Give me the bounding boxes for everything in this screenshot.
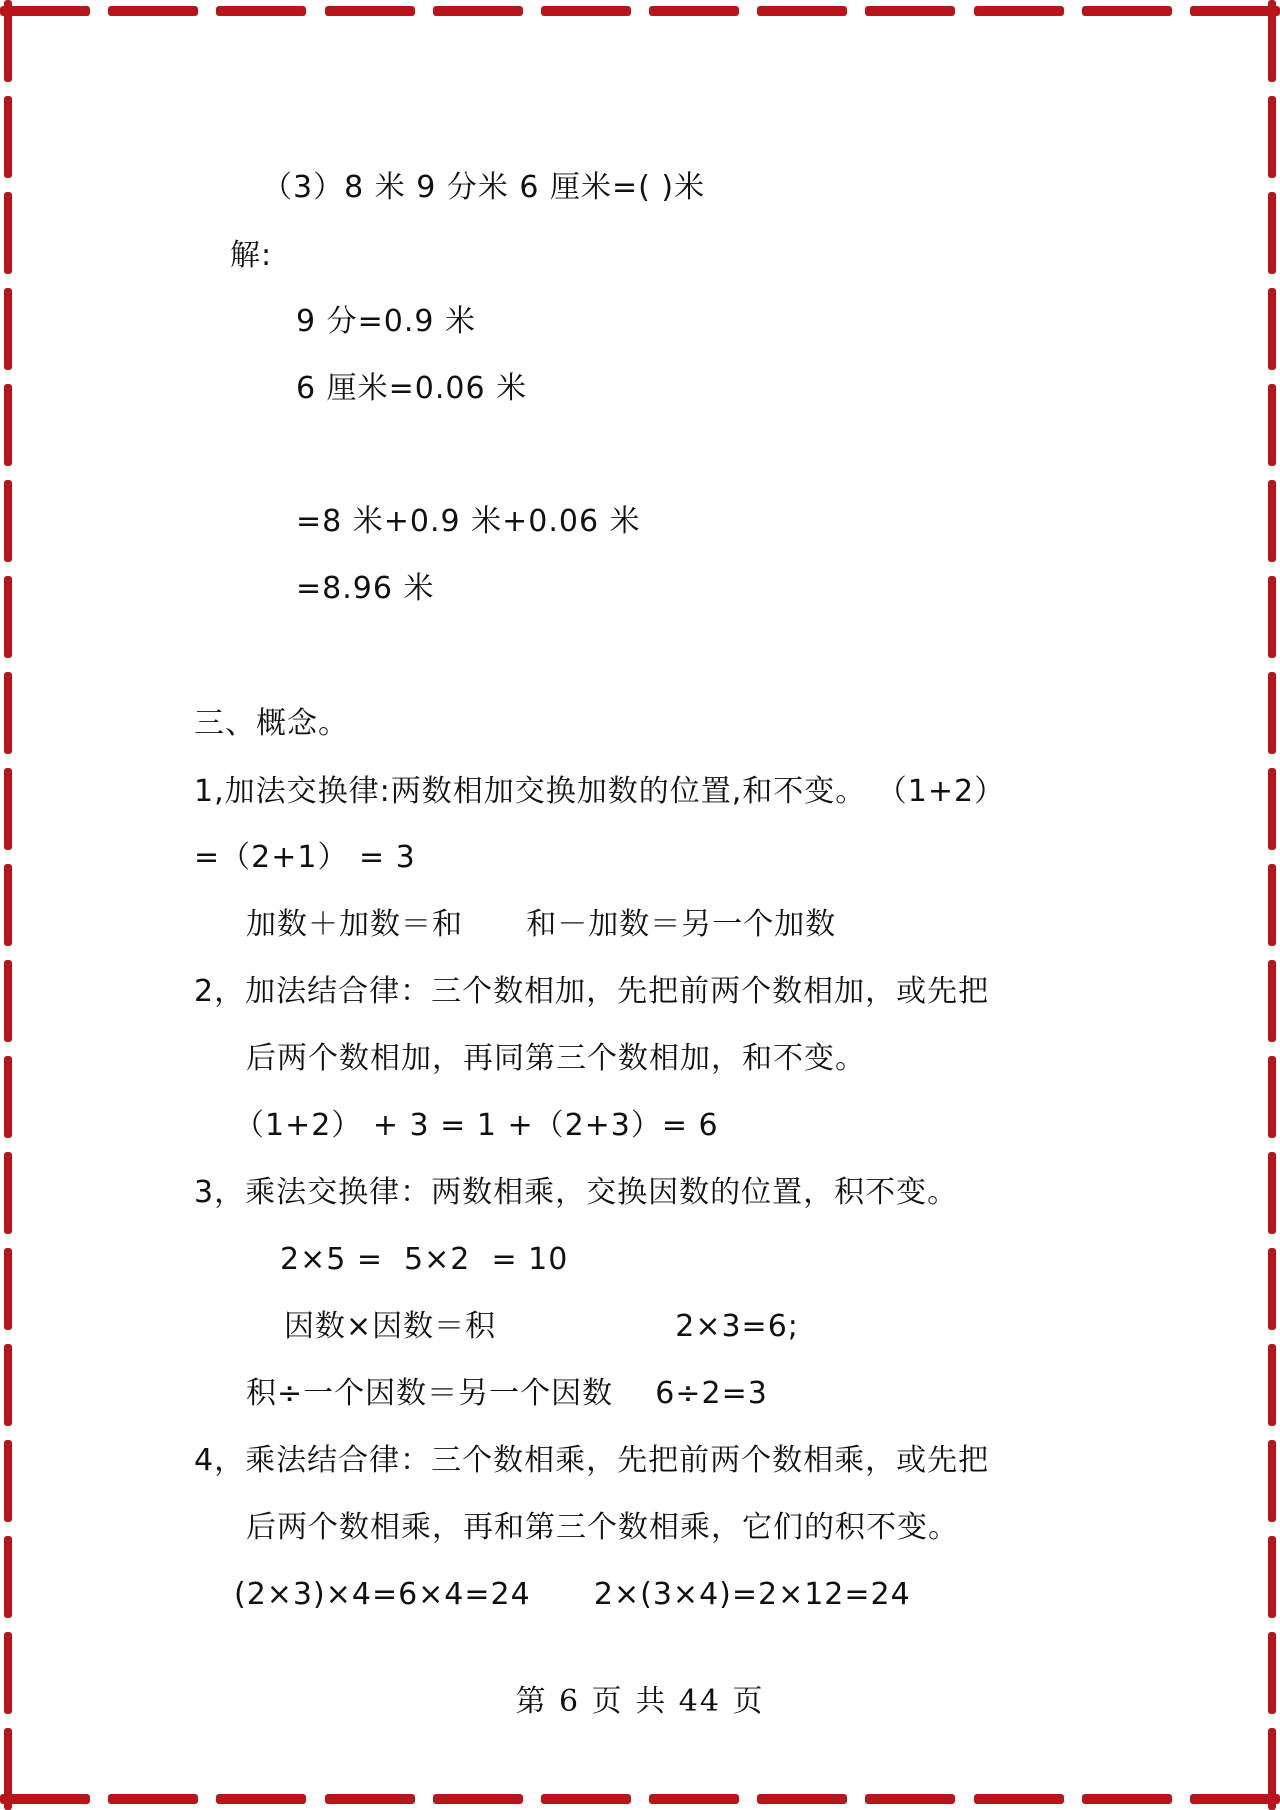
page-number-footer: 第 6 页 共 44 页: [515, 1684, 765, 1719]
frame-segment: [4, 1152, 12, 1234]
concept-line: 4，乘法结合律：三个数相乘，先把前两个数相乘，或先把: [194, 1443, 990, 1478]
solution-step: 9 分=0.9 米: [296, 304, 477, 339]
frame-segment: [4, 960, 12, 1042]
frame-segment: [433, 6, 523, 16]
frame-segment: [1268, 1152, 1276, 1234]
frame-segment: [1268, 1344, 1276, 1426]
frame-segment: [1268, 1440, 1276, 1522]
frame-segment: [865, 1794, 955, 1804]
frame-segment: [1268, 1056, 1276, 1138]
frame-segment: [216, 1794, 306, 1804]
frame-segment: [325, 1794, 415, 1804]
frame-segment: [1268, 960, 1276, 1042]
concept-line: 1,加法交换律:两数相加交换加数的位置,和不变。 （1+2）: [194, 774, 1006, 809]
frame-segment: [4, 288, 12, 370]
frame-segment: [4, 1248, 12, 1330]
section-heading: 三、概念。: [194, 706, 349, 741]
frame-segment: [4, 1056, 12, 1138]
frame-segment: [4, 384, 12, 466]
frame-segment: [1268, 1248, 1276, 1330]
frame-segment: [1268, 384, 1276, 466]
frame-segment: [1268, 96, 1276, 178]
frame-segment: [541, 6, 631, 16]
frame-segment: [4, 1440, 12, 1522]
frame-segment: [865, 6, 955, 16]
concept-line: (2×3)×4=6×4=24 2×(3×4)=2×12=24: [234, 1577, 911, 1612]
concept-line: =（2+1） = 3: [194, 840, 416, 875]
frame-segment: [4, 576, 12, 658]
frame-segment: [4, 96, 12, 178]
concept-line: 后两个数相乘，再和第三个数相乘，它们的积不变。: [246, 1510, 959, 1545]
frame-segment: [1268, 480, 1276, 562]
concept-line: （1+2） + 3 = 1 +（2+3）= 6: [234, 1108, 719, 1143]
frame-segment: [108, 6, 198, 16]
frame-segment: [974, 6, 1064, 16]
concept-line: 后两个数相加，再同第三个数相加，和不变。: [246, 1041, 866, 1076]
frame-segment: [325, 6, 415, 16]
frame-segment: [4, 1728, 12, 1810]
frame-segment: [649, 1794, 739, 1804]
frame-segment: [108, 1794, 198, 1804]
solution-step: =8 米+0.9 米+0.06 米: [296, 504, 641, 539]
frame-segment: [4, 1344, 12, 1426]
concept-line: 3，乘法交换律：两数相乘，交换因数的位置，积不变。: [194, 1175, 959, 1210]
concept-line: 因数×因数＝积 2×3=6;: [284, 1309, 799, 1344]
concept-line: 积÷一个因数＝另一个因数 6÷2=3: [246, 1376, 768, 1411]
frame-segment: [757, 6, 847, 16]
frame-segment: [4, 1536, 12, 1618]
frame-segment: [1268, 672, 1276, 754]
frame-segment: [1268, 864, 1276, 946]
frame-segment: [757, 1794, 847, 1804]
frame-segment: [649, 6, 739, 16]
frame-segment: [4, 672, 12, 754]
frame-segment: [1082, 6, 1172, 16]
concept-line: 2，加法结合律：三个数相加，先把前两个数相加，或先把: [194, 974, 990, 1009]
frame-segment: [1268, 768, 1276, 850]
frame-top-border: [0, 0, 1280, 22]
frame-segment: [433, 1794, 523, 1804]
frame-segment: [4, 192, 12, 274]
frame-right-border: [1264, 0, 1280, 1810]
problem-question: （3）8 米 9 分米 6 厘米=( )米: [262, 170, 706, 205]
frame-segment: [1268, 0, 1276, 82]
frame-segment: [1268, 288, 1276, 370]
frame-segment: [1268, 576, 1276, 658]
solution-step: 6 厘米=0.06 米: [296, 371, 528, 406]
frame-segment: [974, 1794, 1064, 1804]
frame-segment: [4, 0, 12, 82]
frame-segment: [216, 6, 306, 16]
solution-label: 解:: [230, 238, 273, 273]
frame-bottom-border: [0, 1788, 1280, 1810]
frame-segment: [4, 480, 12, 562]
frame-segment: [1268, 192, 1276, 274]
concept-line: 加数＋加数＝和 和－加数＝另一个加数: [246, 907, 837, 942]
frame-segment: [4, 864, 12, 946]
frame-segment: [1082, 1794, 1172, 1804]
frame-left-border: [0, 0, 16, 1810]
frame-segment: [4, 768, 12, 850]
solution-step: =8.96 米: [296, 571, 435, 606]
frame-segment: [1268, 1728, 1276, 1810]
frame-segment: [541, 1794, 631, 1804]
frame-segment: [1268, 1536, 1276, 1618]
concept-line: 2×5 = 5×2 = 10: [280, 1242, 569, 1277]
